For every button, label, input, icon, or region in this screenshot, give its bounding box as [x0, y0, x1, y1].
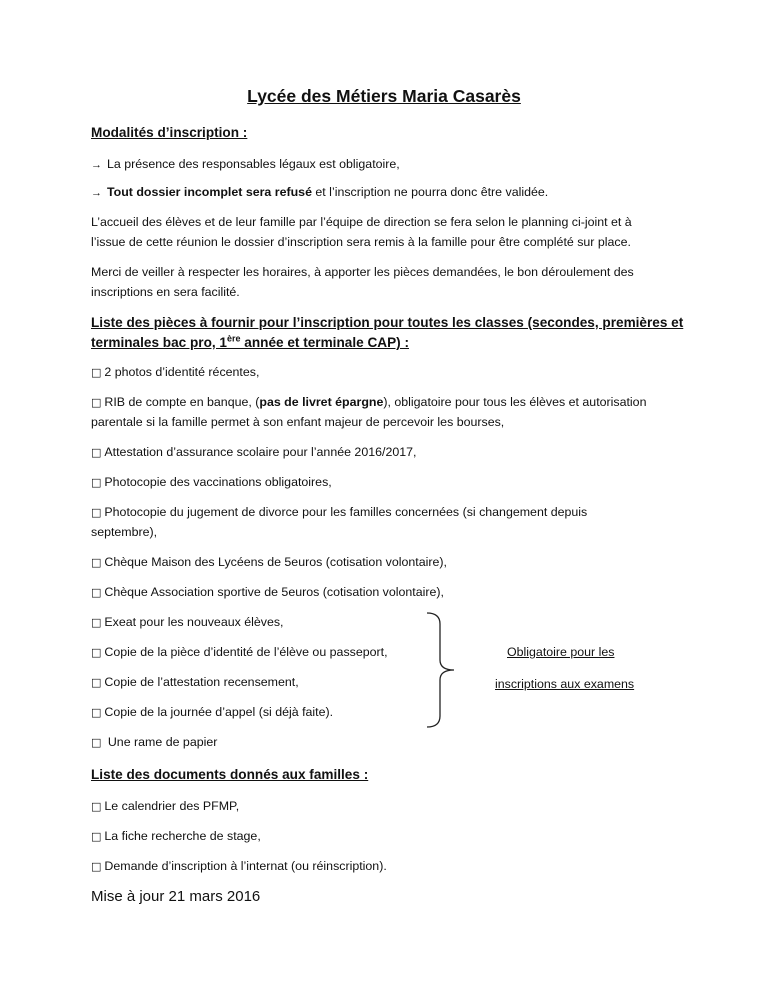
para-accueil-line-2: l’issue de cette réunion le dossier d’inscription sera remis à la famille pour être complété sur place. [91, 235, 631, 249]
item-text: La fiche recherche de stage, [104, 829, 261, 843]
item-text: Copie de l’attestation recensement, [104, 675, 299, 689]
item-text-bold: pas de livret épargne [259, 395, 384, 409]
checkbox-icon: □ [91, 366, 102, 379]
pieces-heading-part-b: année et terminale CAP) : [240, 335, 409, 350]
item-text: Copie de la journée d’appel (si déjà faite). [104, 705, 334, 719]
bullet-2-rest: et l’inscription ne pourra donc être validée. [311, 185, 549, 199]
checklist-item-identite [91, 642, 388, 663]
document-item-internat [91, 856, 387, 877]
item-text: 2 photos d’identité récentes, [104, 365, 260, 379]
checklist-item-exeat [91, 612, 284, 633]
arrow-icon: → [91, 187, 102, 199]
para-horaires-line-2: inscriptions en sera facilité. [91, 285, 240, 299]
exam-note-line-2: inscriptions aux examens [495, 677, 635, 691]
item-text: Photocopie du jugement de divorce pour les familles concernées (si changement depuis [104, 505, 588, 519]
exam-note-line-1: Obligatoire pour les [507, 645, 615, 659]
checkbox-icon: □ [91, 646, 102, 659]
item-text: Copie de la pièce d’identité de l’élève ou passeport, [104, 645, 388, 659]
modalites-bullet-1 [91, 154, 400, 175]
item-text: Chèque Association sportive de 5euros (cotisation volontaire), [104, 585, 444, 599]
checkbox-icon: □ [91, 830, 102, 843]
checkbox-icon: □ [91, 476, 102, 489]
bullet-2-bold: Tout dossier incomplet sera refusé [107, 185, 312, 199]
pieces-heading-sup: ère [227, 333, 241, 344]
pieces-heading-line-2 [91, 332, 409, 353]
right-brace [426, 612, 456, 728]
checklist-item-divorce [91, 502, 587, 523]
checklist-item-photos [91, 362, 259, 383]
checklist-item-vaccinations [91, 472, 332, 493]
checkbox-icon: □ [91, 800, 102, 813]
pieces-heading-line-1: Liste des pièces à fournir pour l’inscription pour toutes les classes (secondes, premières et [91, 315, 684, 330]
modalites-bullet-2 [91, 182, 548, 203]
item-text: Exeat pour les nouveaux élèves, [104, 615, 284, 629]
checklist-item-divorce-line-2: septembre), [91, 525, 158, 539]
checklist-item-rib-line-2: parentale si la famille permet à son enfant majeur de percevoir les bourses, [91, 415, 505, 429]
pieces-heading-part-a: terminales bac pro, 1 [91, 335, 227, 350]
checklist-item-assurance [91, 442, 416, 463]
checklist-item-papier [91, 732, 217, 753]
documents-heading: Liste des documents donnés aux familles : [91, 767, 369, 782]
checkbox-icon: □ [91, 736, 102, 749]
checkbox-icon: □ [91, 860, 102, 873]
document-item-fiche-stage [91, 826, 261, 847]
checklist-item-recensement [91, 672, 299, 693]
item-text: ), obligatoire pour tous les élèves et autorisation [383, 395, 647, 409]
checkbox-icon: □ [91, 446, 102, 459]
modalites-heading: Modalités d’inscription : [91, 125, 248, 140]
page-title: Lycée des Métiers Maria Casarès [247, 86, 521, 106]
item-text: Attestation d’assurance scolaire pour l’année 2016/2017, [104, 445, 417, 459]
checklist-item-journee-appel [91, 702, 333, 723]
checklist-item-cheque-as [91, 582, 444, 603]
checklist-item-rib [91, 392, 646, 413]
update-date: Mise à jour 21 mars 2016 [91, 888, 261, 905]
checkbox-icon: □ [91, 676, 102, 689]
checkbox-icon: □ [91, 396, 102, 409]
checkbox-icon: □ [91, 586, 102, 599]
item-text: Photocopie des vaccinations obligatoires, [104, 475, 332, 489]
checkbox-icon: □ [91, 706, 102, 719]
item-text: Demande d’inscription à l’internat (ou réinscription). [104, 859, 387, 873]
arrow-icon: → [91, 159, 102, 171]
checkbox-icon: □ [91, 556, 102, 569]
para-horaires-line-1: Merci de veiller à respecter les horaires, à apporter les pièces demandées, le bon déroulement des [91, 265, 634, 279]
item-text: Le calendrier des PFMP, [104, 799, 240, 813]
checkbox-icon: □ [91, 506, 102, 519]
para-accueil-line-1: L’accueil des élèves et de leur famille par l’équipe de direction se fera selon le planning ci-joint et à [91, 215, 632, 229]
checklist-item-cheque-mdl [91, 552, 447, 573]
checkbox-icon: □ [91, 616, 102, 629]
item-text: RIB de compte en banque, ( [104, 395, 260, 409]
bullet-1-text: La présence des responsables légaux est obligatoire, [107, 157, 400, 171]
document-item-calendrier [91, 796, 239, 817]
item-text: Une rame de papier [107, 735, 218, 749]
item-text: Chèque Maison des Lycéens de 5euros (cotisation volontaire), [104, 555, 447, 569]
